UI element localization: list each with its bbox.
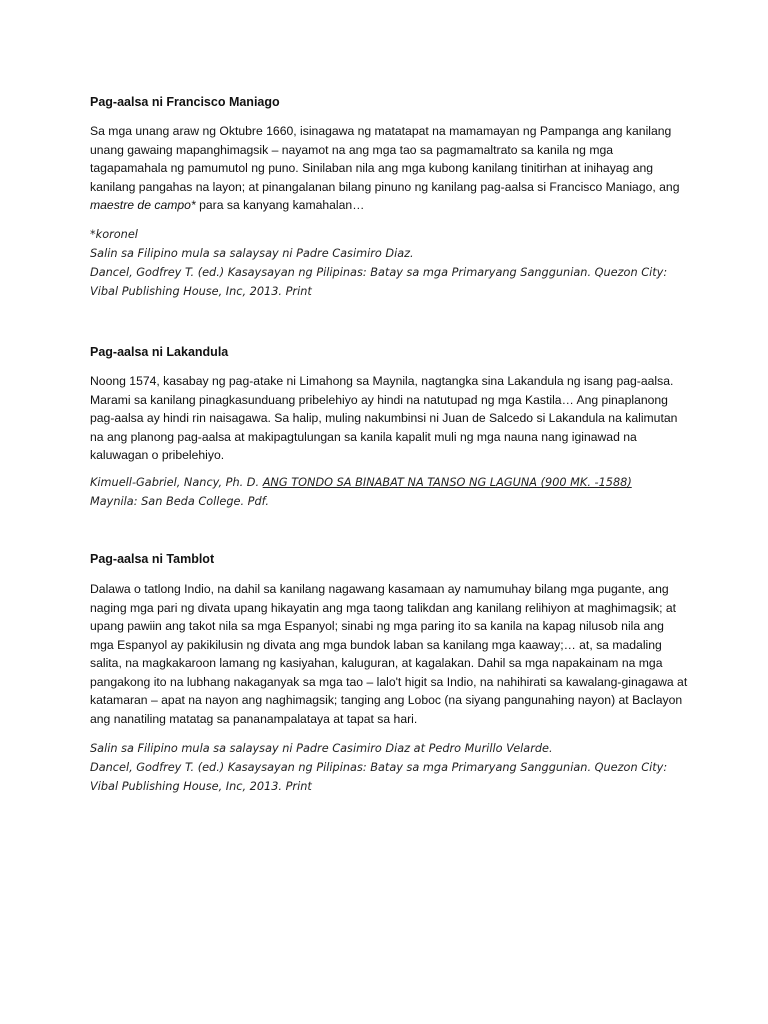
citation-block-tamblot bbox=[90, 739, 667, 796]
citation-title-link: ANG TONDO SA BINABAT NA TANSO NG LAGUNA (900 MK. -1588) bbox=[262, 476, 632, 489]
citation-block-lakandula bbox=[90, 473, 632, 511]
citation-line: Vibal Publishing House, Inc, 2013. Print bbox=[90, 780, 312, 793]
citation-block-maniago bbox=[90, 225, 667, 301]
citation-line: Salin sa Filipino mula sa salaysay ni Padre Casimiro Diaz. bbox=[90, 247, 414, 260]
paragraph-text: Sa mga unang araw ng Oktubre 1660, isinagawa ng matatapat na mamamayan ng Pampanga ang kanilang unang gawaing mapanghimagsik – nayamot na ang mga tao sa pagmamaltrato sa kanila ng mga tagapamahala ng pamumutol ng puno. Sinilaban nila ang mga kubong kanilang tinitirhan at inihayag ang kanilang pangahas na layon; at pinangalanan bilang pinuno ng kanilang pag-aalsa si Francisco Maniago, ang bbox=[90, 124, 680, 194]
paragraph-italic-term: maestre de campo* bbox=[90, 198, 196, 212]
citation-line: Maynila: San Beda College. Pdf. bbox=[90, 495, 270, 508]
section-title-maniago: Pag-aalsa ni Francisco Maniago bbox=[90, 95, 280, 109]
section-paragraph-lakandula: Noong 1574, kasabay ng pag-atake ni Limahong sa Maynila, nagtangka sina Lakandula ng isang pag-aalsa. Marami sa kanilang pinagkasunduang pribelehiyo ay hindi na natutupad ng mga Kastila… Ang pinaplanong pag-aalsa ay hindi rin naisagawa. Sa halip, muling nakumbinsi ni Juan de Salcedo si Lakandula na kalimutan na ang planong pag-aalsa at makipagtulungan sa kanila kapalit muli ng mga nauna nang iginawad na kaluwagan o pribelehiyo. bbox=[90, 374, 678, 462]
citation-line: Dancel, Godfrey T. (ed.) Kasaysayan ng Pilipinas: Batay sa mga Primaryang Sanggunian. Quezon City: bbox=[90, 266, 668, 279]
citation-line: Vibal Publishing House, Inc, 2013. Print bbox=[90, 285, 312, 298]
citation-line: Salin sa Filipino mula sa salaysay ni Padre Casimiro Diaz at Pedro Murillo Velarde. bbox=[90, 742, 553, 755]
section-paragraph-maniago bbox=[90, 122, 690, 215]
citation-footnote: *koronel bbox=[90, 228, 138, 241]
citation-line bbox=[90, 473, 632, 492]
citation-line: Dancel, Godfrey T. (ed.) Kasaysayan ng Pilipinas: Batay sa mga Primaryang Sanggunian. Quezon City: bbox=[90, 761, 668, 774]
paragraph-text-tail: para sa kanyang kamahalan… bbox=[195, 198, 365, 212]
citation-author: Kimuell-Gabriel, Nancy, Ph. D. bbox=[90, 476, 263, 489]
section-title-tamblot: Pag-aalsa ni Tamblot bbox=[90, 552, 215, 566]
section-title-lakandula: Pag-aalsa ni Lakandula bbox=[90, 345, 229, 359]
section-paragraph-tamblot: Dalawa o tatlong Indio, na dahil sa kanilang nagawang kasamaan ay namumuhay bilang mga pugante, ang naging mga pari ng divata upang hikayatin ang mga taong talikdan ang kanilang relihiyon at maghimagsik; at upang pawiin ang takot nila sa mga Espanyol; sinabi ng mga paring ito sa kanila na kapag nilusob nila ang mga Espanyol ay pakikilusin ng divata ang mga bundok laban sa kanilang mga kaaway;… at, sa madaling salita, na magkakaroon lamang ng kasiyahan, kaluguran, at kagalakan. Dahil sa mga napakainam na mga pangakong ito na lubhang nakaganyak sa mga tao – lalo't higit sa Indio, na nahihirati sa kawalang-ginagawa at katamaran – apat na nayon ang naghimagsik; tanging ang Loboc (na siyang pangunahing nayon) at Baclayon ang nanatiling matatag sa pananampalataya at tapat sa hari. bbox=[90, 582, 688, 726]
